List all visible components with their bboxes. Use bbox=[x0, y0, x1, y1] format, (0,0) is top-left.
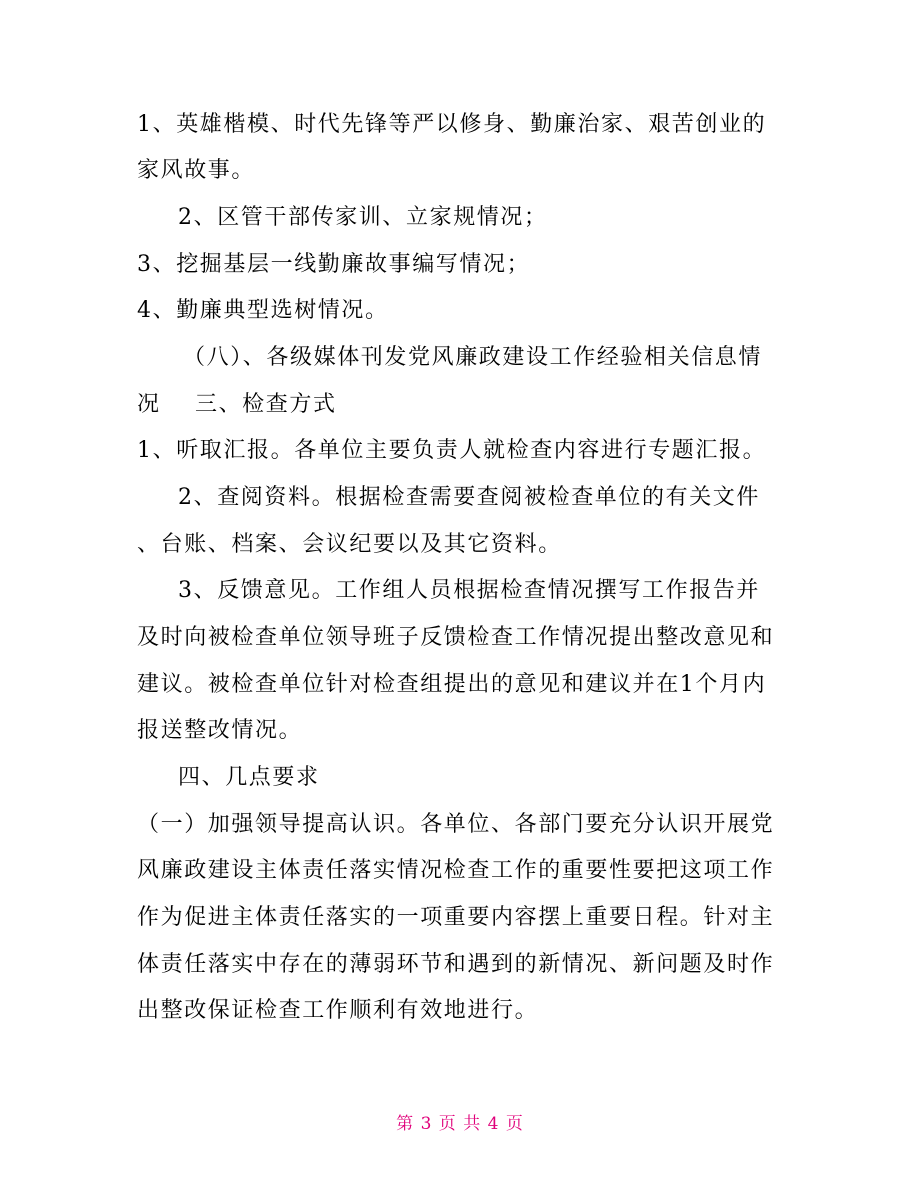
body-line-9: 2、查阅资料。根据检查需要查阅被检查单位的有关文件 bbox=[178, 485, 760, 510]
body-line-12: 及时向被检查单位领导班子反馈检查工作情况提出整改意见和 bbox=[137, 625, 775, 650]
body-line-8: 1、听取汇报。各单位主要负责人就检查内容进行专题汇报。 bbox=[137, 438, 767, 463]
body-line-10: 、台账、档案、会议纪要以及其它资料。 bbox=[137, 532, 562, 557]
body-line-19: 体责任落实中存在的薄弱环节和遇到的新情况、新问题及时作 bbox=[137, 952, 775, 977]
body-line-13: 建议。被检查单位针对检查组提出的意见和建议并在1个月内 bbox=[137, 672, 767, 697]
body-line-11: 3、反馈意见。工作组人员根据检查情况撰写工作报告并 bbox=[178, 578, 760, 603]
body-line-2: 家风故事。 bbox=[137, 158, 256, 183]
page-number-footer: 第 3 页 共 4 页 bbox=[396, 1114, 524, 1134]
body-line-5: 4、勤廉典型选树情况。 bbox=[137, 298, 389, 323]
body-line-3: 2、区管干部传家训、立家规情况； bbox=[178, 205, 548, 230]
body-line-18: 作为促进主体责任落实的一项重要内容摆上重要日程。针对主 bbox=[137, 905, 775, 930]
body-line-17: 风廉政建设主体责任落实情况检查工作的重要性要把这项工作 bbox=[137, 858, 775, 883]
body-line-14: 报送整改情况。 bbox=[137, 718, 303, 743]
body-line-20: 出整改保证检查工作顺利有效地进行。 bbox=[137, 998, 539, 1023]
body-line-1: 1、英雄楷模、时代先锋等严以修身、勤廉治家、艰苦创业的 bbox=[137, 112, 767, 137]
body-line-4: 3、挖掘基层一线勤廉故事编写情况； bbox=[137, 252, 531, 277]
body-line-16: （一）加强领导提高认识。各单位、各部门要充分认识开展党 bbox=[137, 812, 775, 837]
section-heading-requirements: 四、几点要求 bbox=[178, 765, 320, 790]
body-line-6: （八）、各级媒体刊发党风廉政建设工作经验相关信息情 bbox=[183, 345, 763, 370]
body-line-7: 况 三、检查方式 bbox=[137, 392, 337, 417]
